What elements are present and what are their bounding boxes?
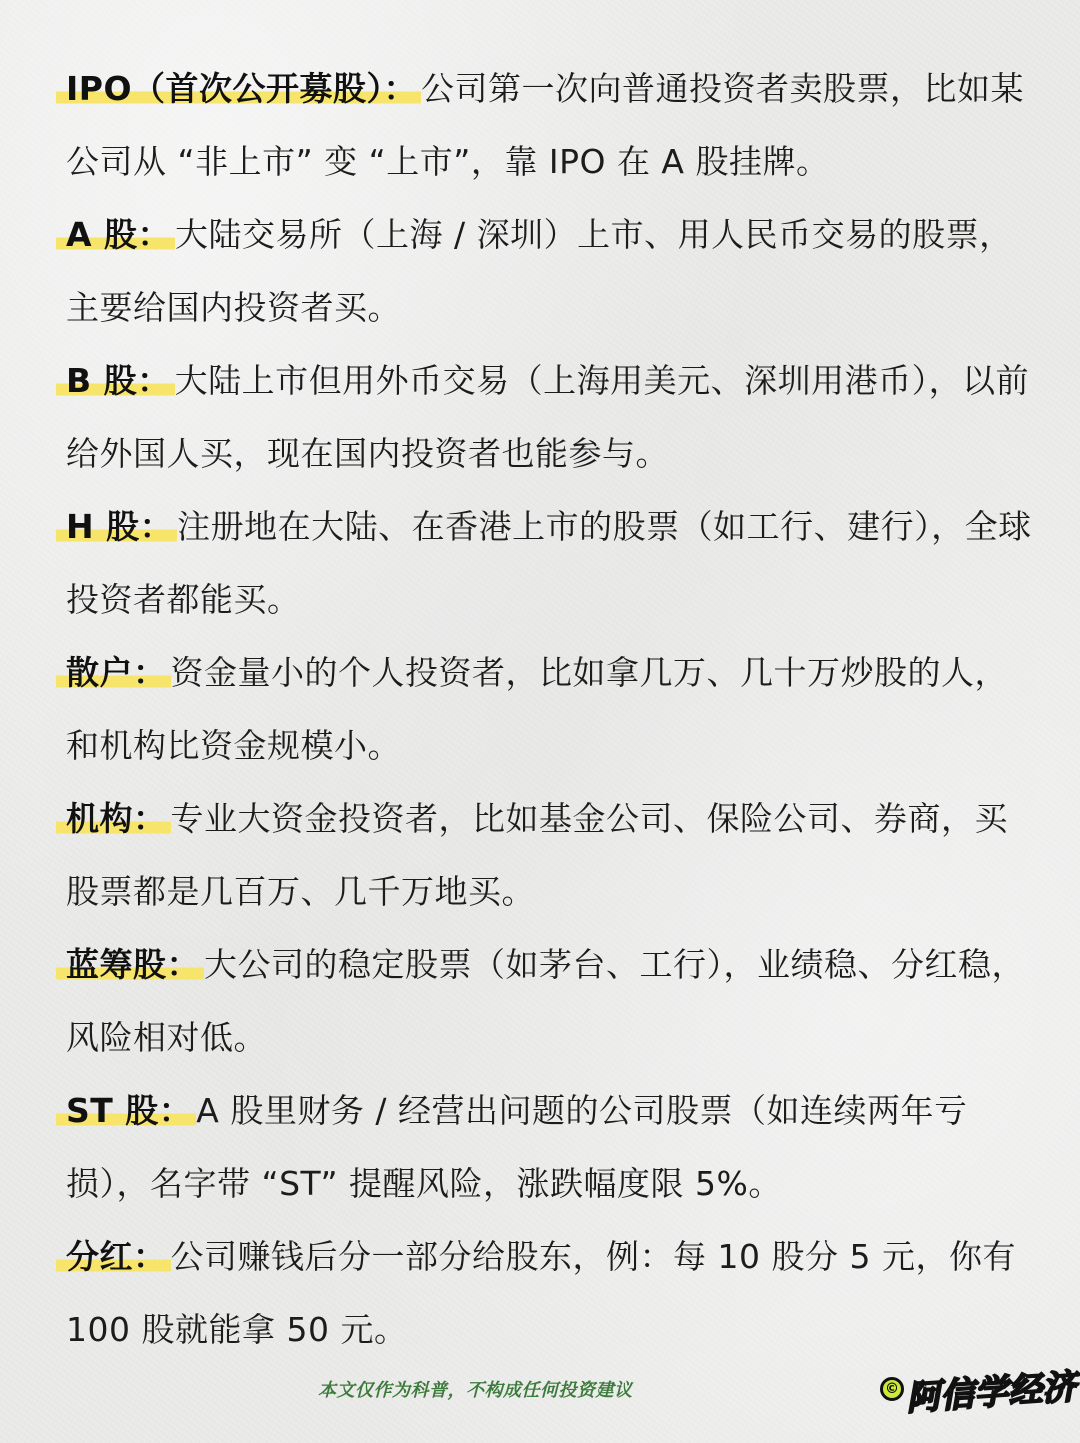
entry-term: 分红： bbox=[56, 1237, 171, 1276]
entry-desc: 大公司的稳定股票（如茅台、工行），业绩稳、分红稳，风险相对低。 bbox=[66, 945, 1025, 1057]
entry-desc: 公司赚钱后分一部分给股东，例：每 10 股分 5 元，你有 100 股就能拿 50 元。 bbox=[66, 1237, 1016, 1349]
entry-retail-investor bbox=[66, 636, 1036, 782]
entry-term: 机构： bbox=[56, 799, 171, 838]
copyright-icon: © bbox=[880, 1377, 904, 1401]
entry-blue-chip bbox=[66, 928, 1036, 1074]
glossary-content bbox=[66, 52, 1036, 1366]
entry-desc: 大陆上市但用外币交易（上海用美元、深圳用港币），以前给外国人买，现在国内投资者也能参与。 bbox=[66, 361, 1030, 473]
entry-desc: 专业大资金投资者，比如基金公司、保险公司、券商，买股票都是几百万、几千万地买。 bbox=[66, 799, 1008, 911]
entry-ipo bbox=[66, 52, 1036, 198]
entry-institution bbox=[66, 782, 1036, 928]
entry-term: IPO（首次公开募股）： bbox=[56, 69, 421, 108]
disclaimer-text: 本文仅作为科普，不构成任何投资建议 bbox=[318, 1380, 633, 1401]
entry-term: H 股： bbox=[56, 507, 177, 546]
entry-desc: A 股里财务 / 经营出问题的公司股票（如连续两年亏损），名字带 “ST” 提醒风险，涨跌幅度限 5%。 bbox=[66, 1091, 968, 1203]
entry-desc: 注册地在大陆、在香港上市的股票（如工行、建行），全球投资者都能买。 bbox=[66, 507, 1032, 619]
entry-term: ST 股： bbox=[56, 1091, 196, 1130]
entry-b-share bbox=[66, 344, 1036, 490]
entry-term: 蓝筹股： bbox=[56, 945, 204, 984]
watermark-name: 阿信学经济 bbox=[905, 1366, 1078, 1419]
entry-desc: 资金量小的个人投资者，比如拿几万、几十万炒股的人，和机构比资金规模小。 bbox=[66, 653, 1008, 765]
entry-st-share bbox=[66, 1074, 1036, 1220]
entry-term: 散户： bbox=[56, 653, 171, 692]
author-watermark bbox=[880, 1364, 1078, 1419]
entry-desc: 大陆交易所（上海 / 深圳）上市、用人民币交易的股票，主要给国内投资者买。 bbox=[66, 215, 1013, 327]
entry-h-share bbox=[66, 490, 1036, 636]
entry-term: B 股： bbox=[56, 361, 175, 400]
entry-a-share bbox=[66, 198, 1036, 344]
entry-dividend bbox=[66, 1220, 1036, 1366]
entry-desc: 公司第一次向普通投资者卖股票，比如某公司从 “非上市” 变 “上市”，靠 IPO 在 A 股挂牌。 bbox=[66, 69, 1025, 181]
entry-term: A 股： bbox=[56, 215, 175, 254]
